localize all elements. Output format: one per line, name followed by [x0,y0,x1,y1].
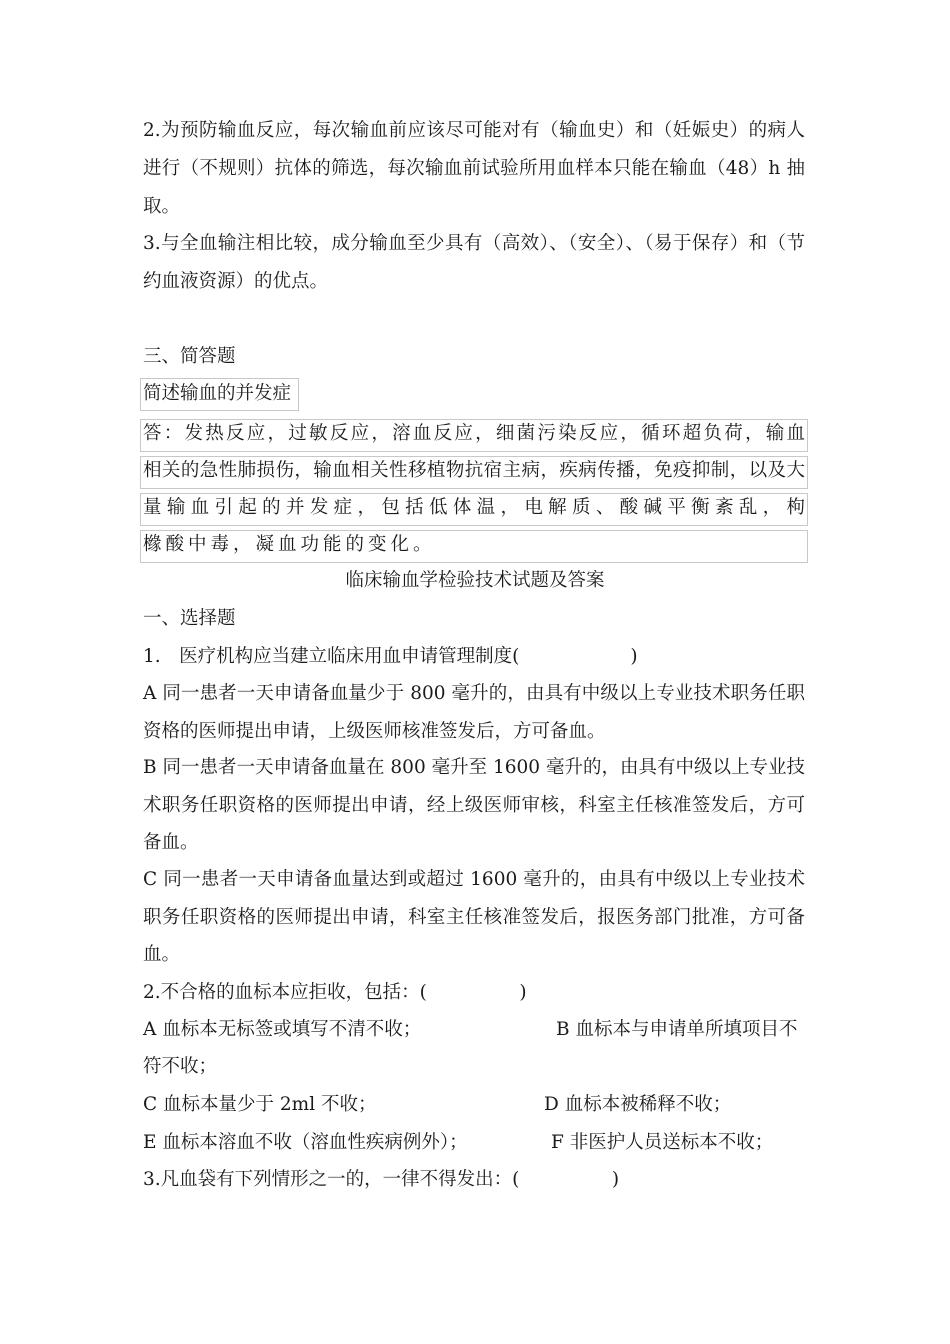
exam-title: 临床输血学检验技术试题及答案 [345,570,605,591]
q2-option-b-line1: B 血标本与申请单所填项目不 [556,1019,798,1040]
q2-option-e: E 血标本溶血不收（溶血性疾病例外）； [143,1132,468,1153]
q1-option-a-line1: A 同一患者一天申请备血量少于 800 毫升的，由具有中级以上专业技术职务任职 [143,683,805,704]
q1-option-b-line3: 备血。 [143,832,199,853]
q1-option-c-line2: 职务任职资格的医师提出申请，科室主任核准签发后，报医务部门批准，方可备 [143,907,805,928]
q2-option-c: C 血标本量少于 2ml 不收； [143,1094,377,1115]
fill-in-q3-line2: 约血液资源）的优点。 [143,271,329,292]
fill-in-q2-line3: 取。 [143,196,181,217]
answer-line-4: 橼酸中毒，凝血功能的变化。 [143,534,436,555]
fill-in-q3-line1: 3.与全血输注相比较，成分输血至少具有（高效）、（安全）、（易于保存）和（节 [143,233,805,254]
q1-option-a-line2: 资格的医师提出申请，上级医师核准签发后，方可备血。 [143,721,606,742]
q2-option-d: D 血标本被稀释不收； [544,1094,732,1115]
q2-option-a: A 血标本无标签或填写不清不收； [143,1019,422,1040]
q2-option-f: F 非医护人员送标本不收； [551,1132,774,1153]
answer-line-2: 相关的急性肺损伤，输血相关性移植物抗宿主病，疾病传播，免疫抑制，以及大 [143,460,805,481]
q1-option-b-line1: B 同一患者一天申请备血量在 800 毫升至 1600 毫升的，由具有中级以上专业技 [143,757,805,778]
section-heading-short-answer: 三、简答题 [143,346,236,367]
q1-option-c-line3: 血。 [143,944,181,965]
answer-line-3: 量输血引起的并发症，包括低体温，电解质、酸碱平衡紊乱，枸 [143,497,805,518]
answer-line-1: 答：发热反应，过敏反应，溶血反应，细菌污染反应，循环超负荷，输血 [143,423,805,444]
fill-in-q2-line2: 进行（不规则）抗体的筛选，每次输血前试验所用血样本只能在输血（48）h 抽 [143,158,805,179]
short-answer-question: 简述输血的并发症 [143,383,292,404]
q2-stem: 2.不合格的血标本应拒收，包括：( ) [143,982,527,1003]
q1-stem: 1. 医疗机构应当建立临床用血申请管理制度( ) [143,646,638,667]
q2-option-b-line2: 符不收； [143,1056,218,1077]
q3-stem: 3.凡血袋有下列情形之一的，一律不得发出：( ) [143,1169,620,1190]
q1-option-c-line1: C 同一患者一天申请备血量达到或超过 1600 毫升的，由具有中级以上专业技术 [143,869,805,890]
q1-option-b-line2: 术职务任职资格的医师提出申请，经上级医师审核，科室主任核准签发后，方可 [143,795,805,816]
fill-in-q2-line1: 2.为预防输血反应，每次输血前应该尽可能对有（输血史）和（妊娠史）的病人 [143,120,805,141]
section-heading-choice: 一、选择题 [143,608,236,629]
